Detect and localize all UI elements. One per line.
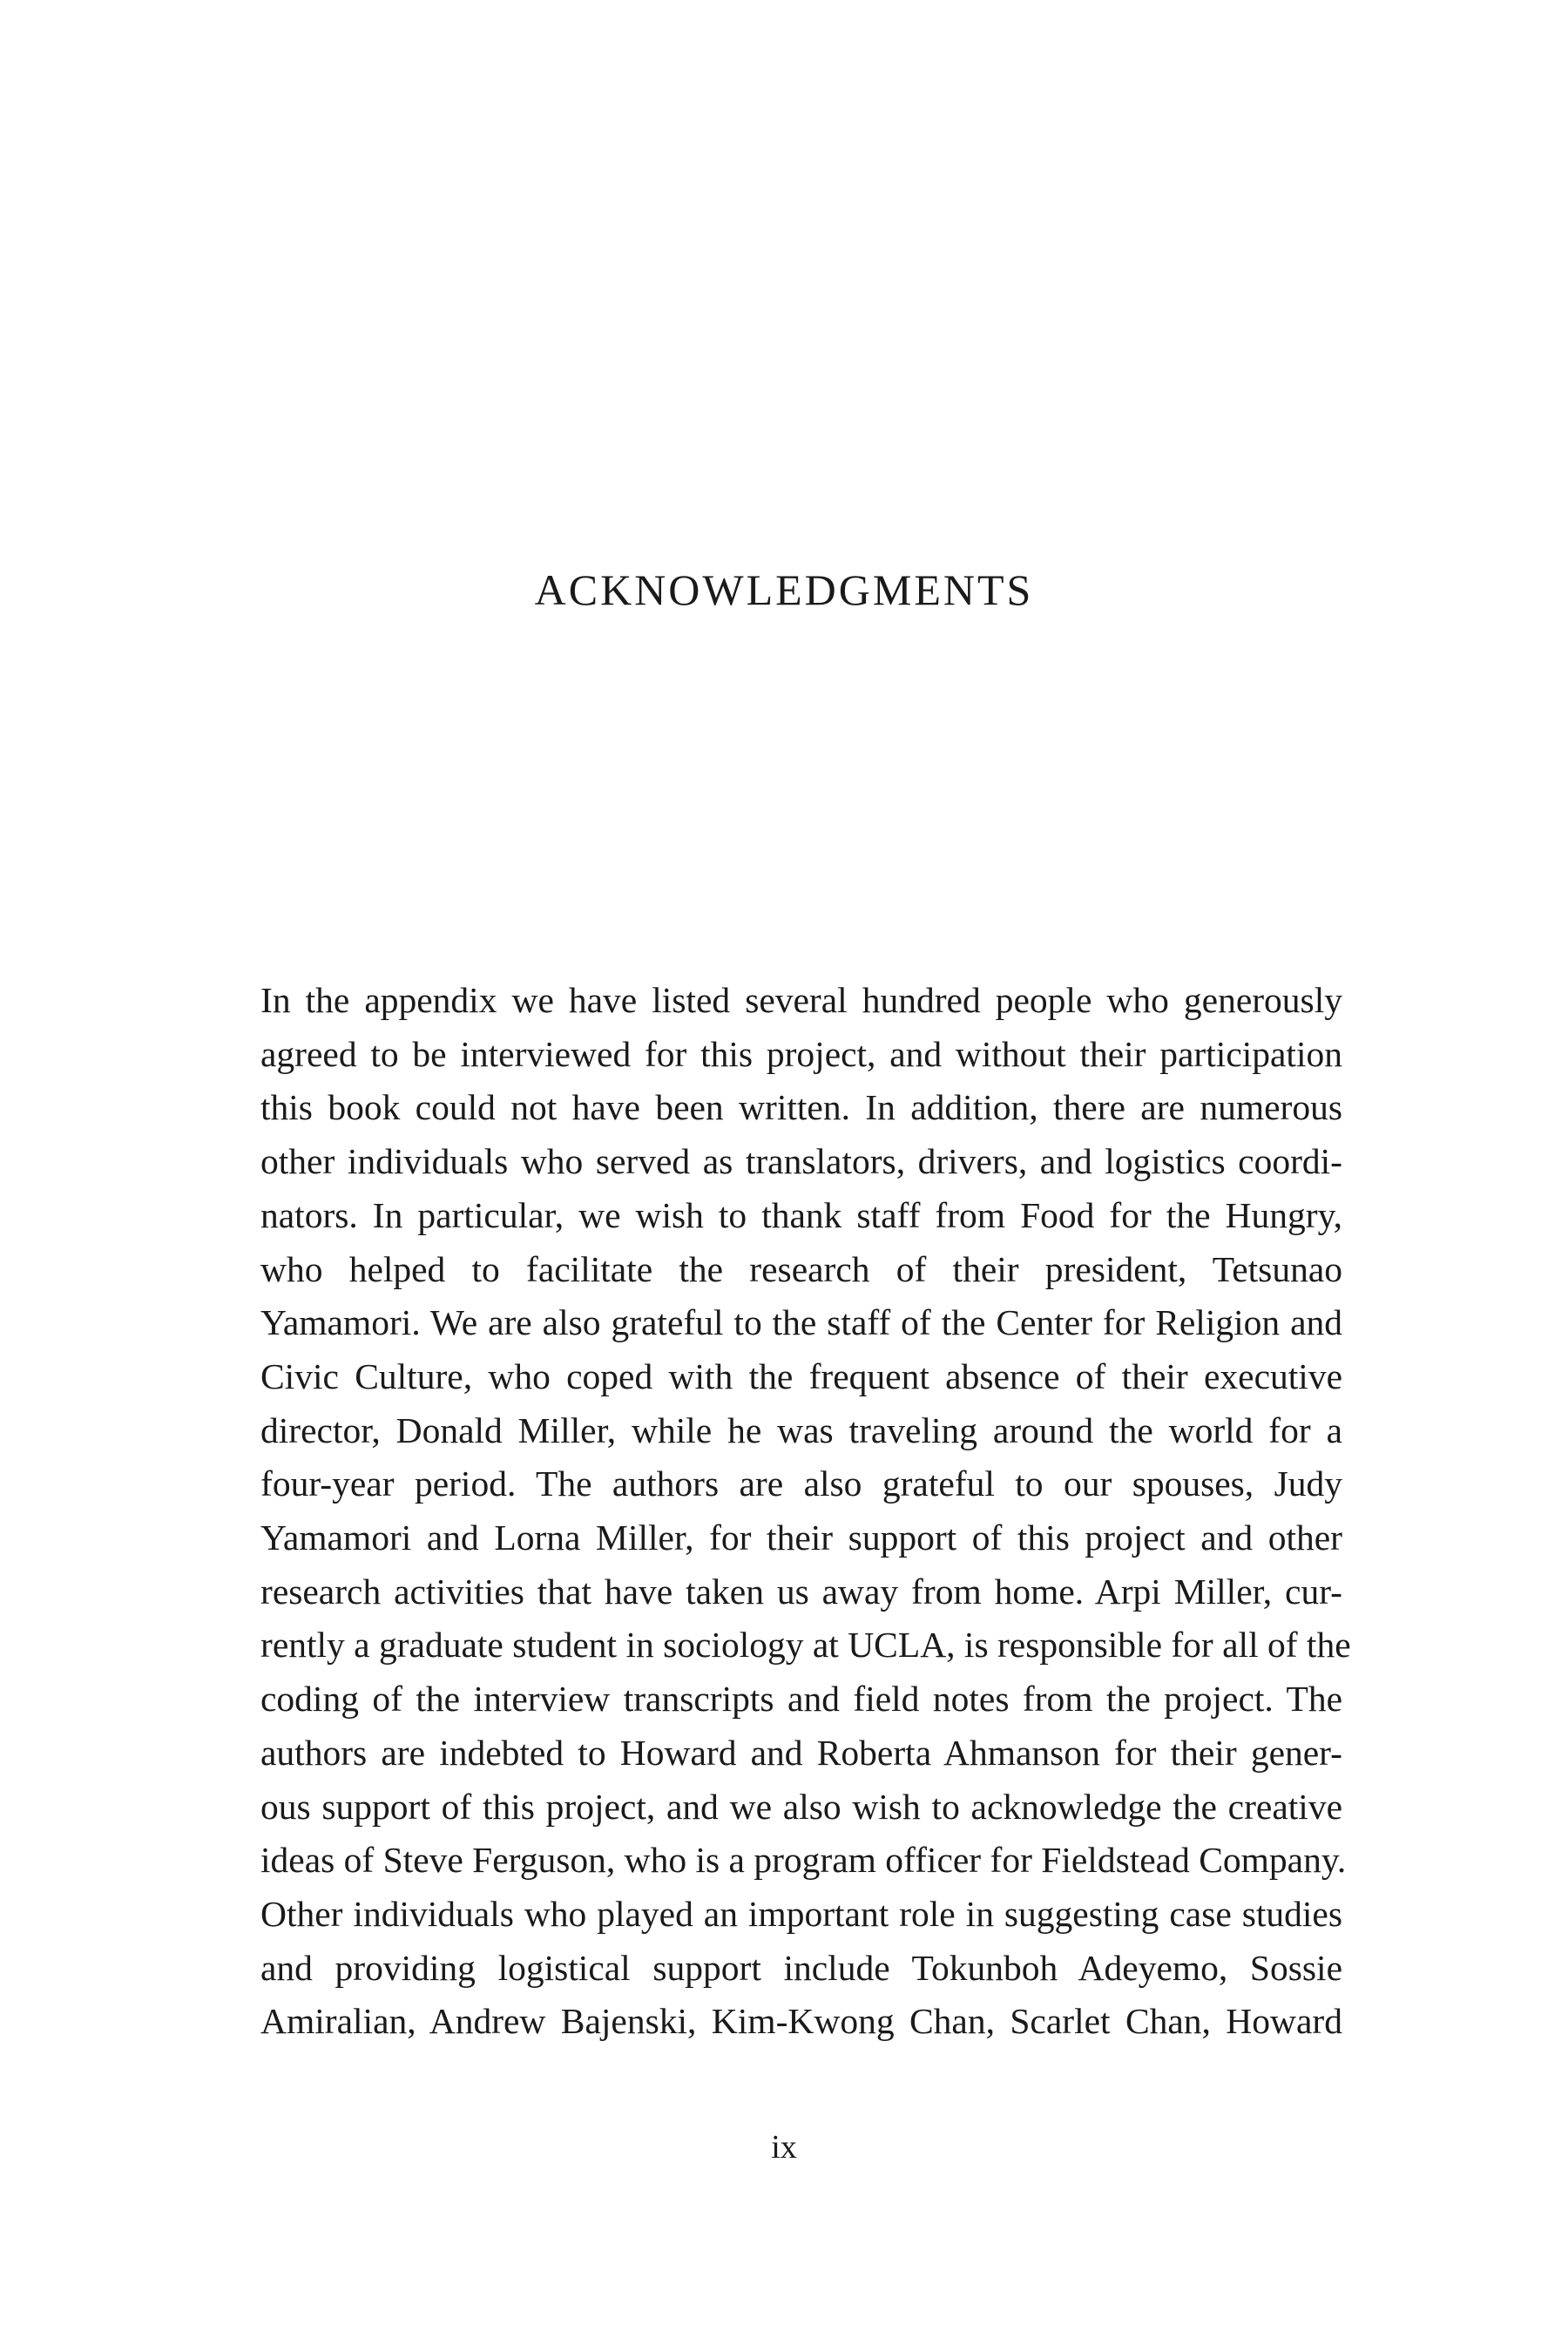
text-line: Yamamori and Lorna Miller, for their support of this project and other	[260, 1517, 1342, 1558]
text-line: Civic Culture, who coped with the frequent absence of their executive	[260, 1355, 1342, 1396]
text-line: this book could not have been written. In addition, there are numerous	[260, 1087, 1342, 1128]
text-line: coding of the interview transcripts and field notes from the project. The	[260, 1679, 1342, 1720]
text-line: Amiralian, Andrew Bajenski, Kim-Kwong Chan, Scarlet Chan, Howard	[260, 2001, 1342, 2042]
text-line: nators. In particular, we wish to thank staff from Food for the Hungry,	[260, 1194, 1342, 1235]
text-line: authors are indebted to Howard and Roberta Ahmanson for their gener-	[260, 1732, 1342, 1773]
text-line: Other individuals who played an important role in suggesting case studies	[260, 1893, 1342, 1934]
text-line: research activities that have taken us away from home. Arpi Miller, cur-	[260, 1571, 1342, 1612]
text-line: ideas of Steve Ferguson, who is a program officer for Fieldstead Company.	[260, 1840, 1347, 1881]
text-line: four-year period. The authors are also grateful to our spouses, Judy	[260, 1463, 1342, 1504]
page-number: ix	[771, 2129, 797, 2166]
text-line: who helped to facilitate the research of their president, Tetsunao	[260, 1248, 1342, 1289]
text-line: In the appendix we have listed several hundred people who generously	[260, 980, 1342, 1020]
text-line: other individuals who served as translators, drivers, and logistics coordi-	[260, 1141, 1342, 1182]
text-line: Yamamori. We are also grateful to the staff of the Center for Religion and	[260, 1302, 1342, 1343]
text-line: rently a graduate student in sociology at UCLA, is responsible for all of the	[260, 1625, 1351, 1666]
page-title: ACKNOWLEDGMENTS	[534, 565, 1034, 614]
text-line: ous support of this project, and we also wish to acknowledge the creative	[260, 1786, 1342, 1827]
text-line: agreed to be interviewed for this project, and without their participation	[260, 1033, 1342, 1074]
acknowledgments-paragraph	[260, 974, 1351, 2049]
text-line: director, Donald Miller, while he was traveling around the world for a	[260, 1409, 1342, 1450]
text-line: and providing logistical support include Tokunboh Adeyemo, Sossie	[260, 1947, 1342, 1988]
